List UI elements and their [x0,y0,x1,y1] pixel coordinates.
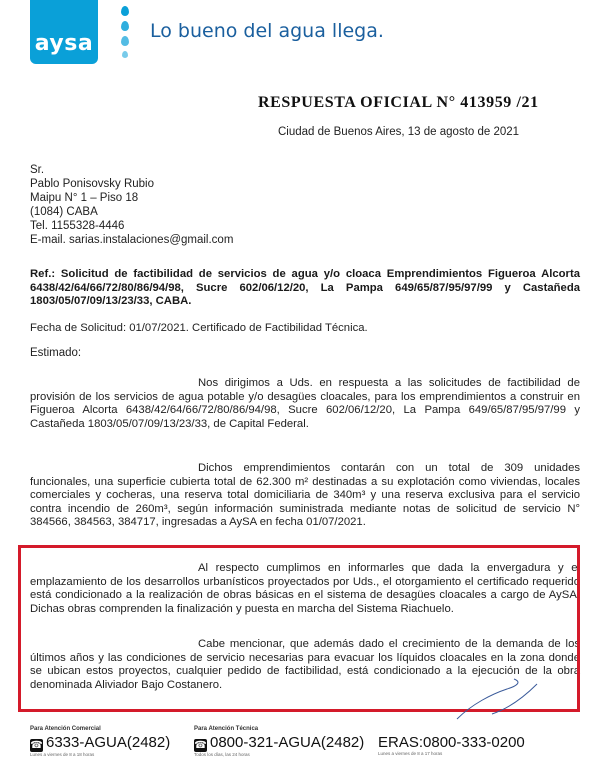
water-drops-icon [118,4,132,64]
reference-text: Ref.: Solicitud de factibilidad de servicios de agua y/o cloaca Emprendimientos Figueroa Alcorta 6438/42/64/66/72/80/86/94/98, Sucre 602/06/12/20, La Pampa 649/65/87/95/97/99 y Castañeda 1803/05/07/09/13/23/33, CABA. [30,268,580,307]
recipient-street: Maipu N° 1 – Piso 18 [30,192,139,204]
recipient-phone: Tel. 1155328-4446 [30,220,125,232]
footer-commercial: Para Atención Comercial ☎ 6333-AGUA(2482) Lunes a viernes de 8 a 18 horas [30,726,171,757]
greeting: Estimado: [30,347,82,359]
signature-scribble [452,674,542,724]
footer-eras: ERAS:0800-333-0200 Lunes a viernes de 8 a 17 horas [378,734,525,756]
footer-contacts [30,726,590,763]
logo-text: aysa [34,31,94,56]
paragraph-3: Al respecto cumplimos en informarles que dada la envergadura y el emplazamiento de los desarrollos urbanísticos proyectados por Uds., el otorgamiento el certificado requerido está condicionado a la realización de obras básicas en el sistema de desagües cloacales a cargo de AySA. Dichas obras comprenden la finalización y puesta en marcha del Sistema Riachuelo. [30,562,580,615]
tagline: Lo bueno del agua llega. [150,20,384,42]
phone-icon: ☎ [30,740,43,751]
document-title: RESPUESTA OFICIAL N° 413959 /21 [258,94,539,111]
recipient-email: E-mail. sarias.instalaciones@gmail.com [30,234,234,246]
request-date: Fecha de Solicitud: 01/07/2021. Certificado de Factibilidad Técnica. [30,322,368,334]
aysa-logo [30,0,98,64]
paragraph-1: Nos dirigimos a Uds. en respuesta a las solicitudes de factibilidad de provisión de los servicios de agua potable y/o desagües cloacales, para los emprendimientos a construir en Figueroa Alcorta 6438/42/64/66/72/80/86/94/98, Sucre 602/06/12/20, La Pampa 649/65/87/95/97/99 y Castañeda 1803/05/07/09/13/23/33, de Capital Federal. [30,377,580,430]
recipient-address [30,163,233,247]
eras-number: ERAS:0800-333-0200 [378,734,525,751]
document-date: Ciudad de Buenos Aires, 13 de agosto de 2021 [278,126,520,138]
phone-icon: ☎ [194,740,207,751]
recipient-city: (1084) CABA [30,206,98,218]
recipient-salutation: Sr. [30,164,45,176]
paragraph-2: Dichos emprendimientos contarán con un total de 309 unidades funcionales, una superficie cubierta total de 62.300 m² destinadas a su explotación como viviendas, locales comerciales y cocheras, una reserva total domiciliaria de 340m³ y una reserva exclusiva para el servicio contra incendio de 260m³, según información suministrada mediante notas de solicitud de servicio N° 384566, 384563, 384717, ingresadas a AySA en fecha 01/07/2021. [30,462,580,528]
commercial-number: 6333-AGUA(2482) [46,734,171,751]
recipient-name: Pablo Ponisovsky Rubio [30,178,155,190]
technical-number: 0800-321-AGUA(2482) [210,734,365,751]
footer-technical: Para Atención Técnica ☎ 0800-321-AGUA(2482) Todos los días, las 24 horas [194,726,365,757]
paragraph-4: Cabe mencionar, que además dado el crecimiento de la demanda de los últimos años y las condiciones de servicio necesarias para evacuar los líquidos cloacales en la zona donde se ubican estos proyectos, cualquier pedido de factibilidad, está condicionado a la ejecución de la obra denominada Aliviador Bajo Costanero. [30,638,580,691]
